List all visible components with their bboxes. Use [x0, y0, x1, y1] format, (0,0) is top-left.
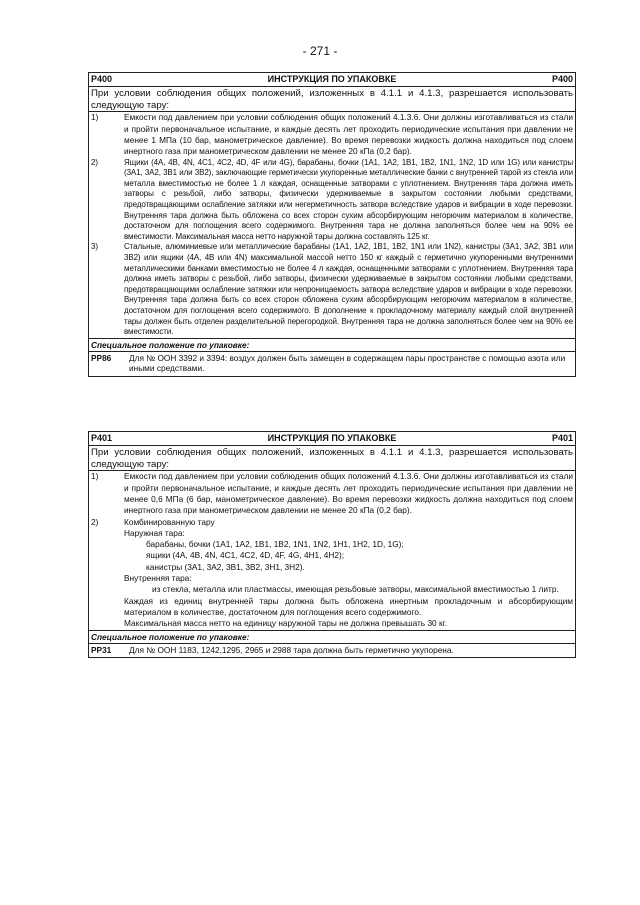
packaging-note: Максимальная масса нетто на единицу наружной тары не должна превышать 30 кг. — [124, 618, 447, 629]
special-provision-heading: Специальное положение по упаковке: — [89, 338, 575, 352]
special-provision — [89, 352, 575, 376]
instruction-code-right: P401 — [551, 433, 573, 443]
item-number: 2) — [91, 516, 99, 527]
item-title: Комбинированную тару — [124, 516, 215, 527]
instruction-title: ИНСТРУКЦИЯ ПО УПАКОВКЕ — [267, 74, 397, 84]
special-provision — [89, 644, 575, 658]
packaging-item — [89, 517, 575, 630]
item-text: Ящики (4A, 4B, 4N, 4C1, 4C2, 4D, 4F или 4G), барабаны, бочки (1A1, 1A2, 1B1, 1B2, 1N1, 1N2, 1D или 1G) или канистры (3A1, 3A2, 3B1 или 3B2), заключающие герметически укупоренные металлические банки с внутренней тарой из стекла или металла вместимостью не более 1 л каждая, оснащенные затворами с уплотнением. Внутренняя тара должна иметь затворы с резьбой, либо затворы, физически удерживаемые в закрытом состоянии любыми средствами, предотвращающими ослабление затяжки или негерметичность затвора вследствие ударов и вибрации в ходе перевозки. Внутренняя тара должна быть обложена со всех сторон сухим абсорбирующим негорючим материалом в количестве, достаточном для поглощения всего содержимого. Внутренняя тара не должна заполняться более чем на 90% ее вместимости. Максимальная масса нетто наружной тары должна составлять 125 кг. — [124, 157, 573, 241]
item-text: Стальные, алюминиевые или металлические барабаны (1A1, 1A2, 1B1, 1B2, 1N1 или 1N2), канистры (3A1, 3A2, 3B1 или 3B2) или ящики (4A, 4B или 4N) максимальной массой нетто 150 кг каждый с герметично укупоренными внутренними металлическими банками вместимостью не более 4 л каждая, оснащенными затворами с уплотнением. Внутренняя тара должна иметь затворы с резьбой, либо затворы, физически удерживаемые в закрытом состоянии любыми средствами, предотвращающими ослабление затяжки или непроницаемость затвора вследствие ударов и вибрации в ходе перевозки. Внутренняя тара должна быть со всех сторон обложена сухим абсорбирующим негорючим материалом в количестве, достаточном для поглощения всего содержимого. В дополнение к прокладочному материалу каждый слой внутренней тары должен быть отделен разделительной перегородкой. Внутренняя тара не должна заполняться более чем на 90% ее вместимости. — [124, 242, 573, 337]
outer-packaging-label: Наружная тара: — [124, 527, 185, 538]
item-number: 2) — [91, 157, 98, 167]
instruction-intro: При условии соблюдения общих положений, изложенных в 4.1.1 и 4.1.3, разрешается использовать следующую тару: — [91, 88, 573, 111]
special-provision-code: PP86 — [91, 352, 112, 363]
item-number: 1) — [91, 112, 99, 123]
item-number: 1) — [91, 471, 99, 482]
page-number: - 271 - — [302, 44, 338, 58]
outer-packaging-line: канистры (3A1, 3A2, 3B1, 3B2, 3H1, 3H2). — [146, 561, 305, 572]
outer-packaging-line: ящики (4A, 4B, 4N, 4C1, 4C2, 4D, 4F, 4G, 4H1, 4H2); — [146, 550, 345, 561]
instruction-code-left: P400 — [91, 74, 113, 84]
instruction-code-right: P400 — [551, 74, 573, 84]
outer-packaging-line: барабаны, бочки (1A1, 1A2, 1B1, 1B2, 1N1, 1N2, 1H1, 1H2, 1D, 1G); — [146, 539, 404, 550]
special-provision-code: PP31 — [91, 644, 112, 655]
instruction-header — [89, 432, 575, 446]
packaging-item — [89, 471, 575, 516]
instruction-title: ИНСТРУКЦИЯ ПО УПАКОВКЕ — [267, 433, 397, 443]
item-text: Емкости под давлением при условии соблюдения общих положений 4.1.3.6. Они должны изготавливаться из стали и пройти первоначальное испытание, и каждые десять лет проходить периодические испытания при давлении не менее 1 МПа (10 бар, манометрическое давление). Во время перевозки жидкость должна находиться под слоем инертного газа при манометрическом давлении не менее 20 кПа (0,2 бар). — [124, 112, 573, 157]
inner-packaging-line: из стекла, металла или пластмассы, имеющая резьбовые затворы, максимальной вместимостью 1 литр. — [152, 584, 559, 595]
packaging-note: Каждая из единиц внутренней тары должна быть обложена инертным прокладочным и абсорбирующим материалом в количестве, достаточном для поглощения всего содержимого. — [124, 595, 573, 617]
packing-instruction-p400 — [88, 72, 576, 377]
inner-packaging-label: Внутренняя тара: — [124, 573, 192, 584]
packing-instruction-p401 — [88, 431, 576, 658]
instruction-header — [89, 73, 575, 87]
special-provision-text: Для № ООН 3392 и 3394: воздух должен быть замещен в содержащем пары пространстве с помощью азота или иными средствами. — [129, 352, 566, 374]
item-number: 3) — [91, 242, 98, 252]
item-body — [124, 517, 573, 630]
special-provision-text: Для № ООН 1183, 1242,1295, 2965 и 2988 тара должна быть герметично укупорена. — [129, 644, 454, 655]
instruction-code-left: P401 — [91, 433, 113, 443]
packaging-item — [89, 242, 575, 337]
packaging-item — [89, 112, 575, 157]
item-text: Емкости под давлением при условии соблюдения общих положений 4.1.3.6. Они должны изготавливаться из стали и пройти первоначальное испытание, и каждые десять лет проходить периодические испытания при давлении не менее 0,6 МПа (6 бар, манометрическое давление). Во время перевозки жидкость должна находиться под слоем инертного газа при манометрическом давлении не менее 20 кПа (0,2 бар). — [124, 471, 573, 516]
instruction-intro: При условии соблюдения общих положений, изложенных в 4.1.1 и 4.1.3, разрешается использовать следующую тару: — [91, 447, 573, 470]
packaging-item — [89, 158, 575, 243]
special-provision-heading: Специальное положение по упаковке: — [89, 630, 575, 644]
